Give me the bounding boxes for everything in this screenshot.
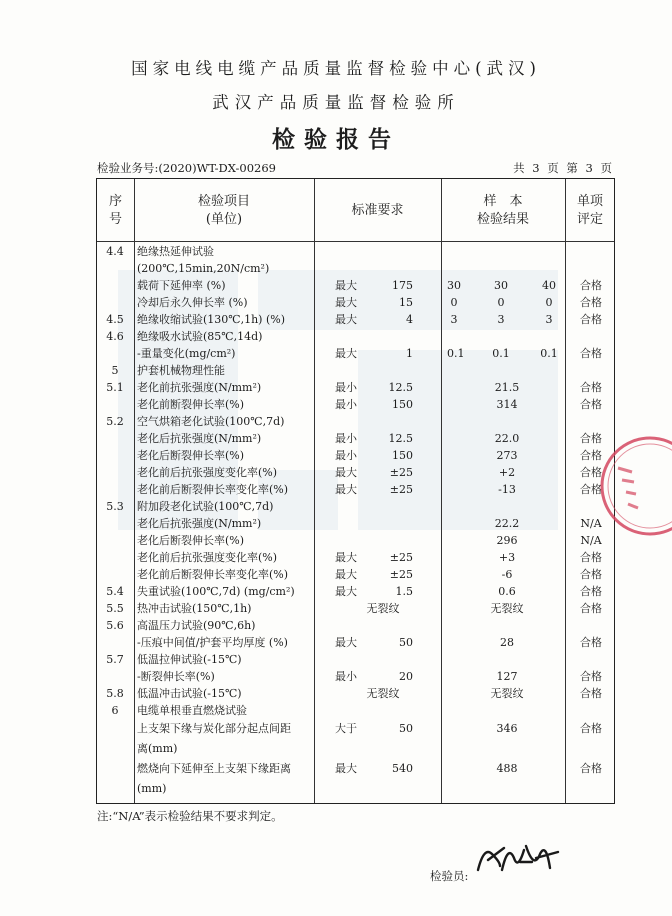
row-result: 314 bbox=[496, 398, 518, 411]
row-item: 老化前后断裂伸长率变化率(%) bbox=[137, 568, 289, 581]
row-item: 空气烘箱老化试验(100℃,7d) bbox=[137, 415, 285, 428]
row-item: 绝缘吸水试验(85℃,14d) bbox=[137, 330, 263, 343]
row-item: 低温冲击试验(-15℃) bbox=[137, 687, 242, 700]
row-evaluation: 合格 bbox=[580, 568, 602, 581]
table-row bbox=[97, 498, 614, 515]
row-req-qualifier: 最小 bbox=[335, 449, 357, 462]
row-no: 6 bbox=[111, 704, 119, 717]
institute-name: 武汉产品质量监督检验所 bbox=[212, 93, 460, 112]
row-req-value: ±25 bbox=[389, 551, 413, 564]
row-result: +2 bbox=[498, 466, 516, 479]
row-req-qualifier: 最小 bbox=[335, 432, 357, 445]
table-row bbox=[97, 583, 614, 600]
table-row bbox=[97, 617, 614, 634]
row-result-2: 0.1 bbox=[492, 347, 510, 360]
row-req-value: 1.5 bbox=[395, 585, 413, 598]
row-req-value: 540 bbox=[392, 762, 413, 775]
row-evaluation: 合格 bbox=[580, 279, 602, 292]
table-row bbox=[97, 634, 614, 651]
row-evaluation: 合格 bbox=[580, 381, 602, 394]
inspector-signature bbox=[474, 840, 560, 878]
row-req-qualifier: 最小 bbox=[335, 670, 357, 683]
table-row bbox=[97, 668, 614, 685]
row-req-value: 150 bbox=[392, 449, 413, 462]
header-requirement: 标准要求 bbox=[351, 202, 404, 218]
row-req-qualifier: 最大 bbox=[335, 313, 357, 326]
row-result: 22.0 bbox=[494, 432, 520, 445]
table-row bbox=[97, 413, 614, 430]
row-result: 127 bbox=[496, 670, 518, 683]
row-req-qualifier: 最大 bbox=[335, 466, 357, 479]
row-result-2: 0 bbox=[497, 296, 505, 309]
table-row bbox=[97, 345, 614, 362]
row-req-qualifier: 最大 bbox=[335, 551, 357, 564]
row-no: 5 bbox=[111, 364, 119, 377]
row-result-3: 0 bbox=[545, 296, 553, 309]
row-item: 绝缘收缩试验(130℃,1h) (%) bbox=[137, 313, 285, 326]
row-item: 失重试验(100℃,7d) (mg/cm²) bbox=[137, 585, 295, 598]
row-no: 5.2 bbox=[106, 415, 124, 428]
row-req-qualifier: 最大 bbox=[335, 636, 357, 649]
row-item: 载荷下延伸率 (%) bbox=[137, 279, 226, 292]
table-row bbox=[97, 277, 614, 294]
table-row bbox=[97, 532, 614, 549]
row-evaluation: 合格 bbox=[580, 398, 602, 411]
row-result: +3 bbox=[498, 551, 516, 564]
row-result: 无裂纹 bbox=[490, 602, 524, 615]
row-req-value: 175 bbox=[392, 279, 413, 292]
row-no: 5.5 bbox=[106, 602, 124, 615]
row-item: 低温拉伸试验(-15℃) bbox=[137, 653, 242, 666]
header-no: 序 号 bbox=[108, 193, 122, 227]
inspector-label: 检验员: bbox=[430, 869, 469, 883]
row-item: 电缆单根垂直燃烧试验 bbox=[137, 704, 247, 717]
row-no: 4.5 bbox=[106, 313, 124, 326]
row-req-qualifier: 最大 bbox=[335, 585, 357, 598]
row-item: 上支架下缘与炭化部分起点间距 bbox=[137, 722, 291, 735]
table-row bbox=[97, 651, 614, 668]
row-result-1: 0 bbox=[450, 296, 458, 309]
row-result: 28 bbox=[500, 636, 514, 649]
row-item: 热冲击试验(150℃,1h) bbox=[137, 602, 252, 615]
table-row bbox=[97, 328, 614, 345]
row-req-value: 15 bbox=[399, 296, 413, 309]
row-evaluation: 合格 bbox=[580, 296, 602, 309]
row-item: 离(mm) bbox=[137, 742, 178, 755]
row-req-value: ±25 bbox=[389, 483, 413, 496]
row-req-qualifier: 最大 bbox=[335, 296, 357, 309]
row-no: 4.4 bbox=[106, 245, 124, 258]
table-row bbox=[97, 779, 614, 799]
table-row bbox=[97, 379, 614, 396]
table-row bbox=[97, 396, 614, 413]
row-evaluation: 合格 bbox=[580, 551, 602, 564]
row-evaluation: 合格 bbox=[580, 466, 602, 479]
row-evaluation: 合格 bbox=[580, 602, 602, 615]
business-number: 检验业务号:(2020)WT-DX-00269 bbox=[97, 161, 276, 175]
row-result: 346 bbox=[496, 722, 518, 735]
row-evaluation: 合格 bbox=[580, 722, 602, 735]
table-body bbox=[97, 243, 614, 799]
row-no: 5.1 bbox=[106, 381, 124, 394]
row-requirement: 无裂纹 bbox=[366, 687, 400, 700]
row-no: 5.3 bbox=[106, 500, 124, 513]
table-row bbox=[97, 549, 614, 566]
row-item: 老化前后抗张强度变化率(%) bbox=[137, 551, 278, 564]
row-result-1: 0.1 bbox=[447, 347, 465, 360]
row-req-qualifier: 最大 bbox=[335, 762, 357, 775]
table-row bbox=[97, 719, 614, 739]
row-item: 绝缘热延伸试验 bbox=[137, 245, 214, 258]
row-result-3: 3 bbox=[545, 313, 553, 326]
row-item: -断裂伸长率(%) bbox=[137, 670, 215, 683]
row-result: -13 bbox=[498, 483, 516, 496]
row-evaluation: 合格 bbox=[580, 449, 602, 462]
row-evaluation: 合格 bbox=[580, 687, 602, 700]
row-item: 老化前断裂伸长率(%) bbox=[137, 398, 245, 411]
row-evaluation: N/A bbox=[580, 517, 602, 530]
row-no: 5.8 bbox=[106, 687, 124, 700]
row-req-value: 150 bbox=[392, 398, 413, 411]
row-evaluation: 合格 bbox=[580, 762, 602, 775]
row-item: 老化后断裂伸长率(%) bbox=[137, 449, 245, 462]
row-result: 0.6 bbox=[498, 585, 516, 598]
row-req-value: 12.5 bbox=[388, 432, 413, 445]
row-evaluation: 合格 bbox=[580, 585, 602, 598]
table-row bbox=[97, 464, 614, 481]
row-req-qualifier: 最小 bbox=[335, 398, 357, 411]
row-item: 高温压力试验(90℃,6h) bbox=[137, 619, 256, 632]
center-name: 国家电线电缆产品质量监督检验中心(武汉) bbox=[131, 59, 541, 78]
row-result-1: 30 bbox=[447, 279, 461, 292]
row-item: (200℃,15min,20N/cm²) bbox=[137, 262, 270, 275]
row-item: 老化前抗张强度(N/mm²) bbox=[137, 381, 262, 394]
row-result-1: 3 bbox=[450, 313, 458, 326]
row-evaluation: 合格 bbox=[580, 636, 602, 649]
table-row bbox=[97, 566, 614, 583]
row-req-value: 12.5 bbox=[388, 381, 413, 394]
row-item: 老化前后断裂伸长率变化率(%) bbox=[137, 483, 289, 496]
row-result-2: 3 bbox=[497, 313, 505, 326]
row-item: 冷却后永久伸长率 (%) bbox=[137, 296, 248, 309]
row-evaluation: 合格 bbox=[580, 313, 602, 326]
results-table bbox=[96, 178, 615, 804]
page-info: 共 3 页 第 3 页 bbox=[513, 161, 612, 175]
row-item: 护套机械物理性能 bbox=[137, 364, 225, 377]
table-row bbox=[97, 685, 614, 702]
row-result-2: 30 bbox=[494, 279, 508, 292]
row-no: 5.7 bbox=[106, 653, 124, 666]
row-req-qualifier: 最大 bbox=[335, 279, 357, 292]
header-evaluation: 单项 评定 bbox=[576, 193, 603, 227]
table-row bbox=[97, 430, 614, 447]
table-row bbox=[97, 362, 614, 379]
table-row bbox=[97, 260, 614, 277]
table-row bbox=[97, 759, 614, 779]
row-no: 4.6 bbox=[106, 330, 124, 343]
row-evaluation: 合格 bbox=[580, 432, 602, 445]
table-row bbox=[97, 243, 614, 260]
row-req-qualifier: 最小 bbox=[335, 381, 357, 394]
row-item: 老化前后抗张强度变化率(%) bbox=[137, 466, 278, 479]
row-evaluation: 合格 bbox=[580, 670, 602, 683]
row-req-qualifier: 最大 bbox=[335, 568, 357, 581]
row-item: 老化后断裂伸长率(%) bbox=[137, 534, 245, 547]
row-item: 附加段老化试验(100℃,7d) bbox=[137, 500, 274, 513]
row-req-value: 4 bbox=[406, 313, 413, 326]
row-result: 无裂纹 bbox=[490, 687, 524, 700]
row-req-value: 1 bbox=[406, 347, 413, 360]
row-item: 老化后抗张强度(N/mm²) bbox=[137, 517, 262, 530]
official-seal bbox=[588, 432, 672, 540]
row-req-value: ±25 bbox=[389, 466, 413, 479]
row-result: 488 bbox=[496, 762, 518, 775]
report-title: 检验报告 bbox=[272, 126, 400, 153]
row-item: -压痕中间值/护套平均厚度 (%) bbox=[137, 636, 288, 649]
row-req-qualifier: 大于 bbox=[335, 722, 357, 735]
row-result: 21.5 bbox=[494, 381, 520, 394]
table-row bbox=[97, 447, 614, 464]
row-evaluation: N/A bbox=[580, 534, 602, 547]
footnote: 注:“N/A”表示检验结果不要求判定。 bbox=[97, 809, 283, 823]
row-req-value: ±25 bbox=[389, 568, 413, 581]
row-result: 296 bbox=[496, 534, 518, 547]
row-result: 273 bbox=[496, 449, 518, 462]
row-requirement: 无裂纹 bbox=[366, 602, 400, 615]
table-row bbox=[97, 739, 614, 759]
row-req-value: 20 bbox=[399, 670, 413, 683]
row-item: 燃烧向下延伸至上支架下缘距离 bbox=[137, 762, 291, 775]
row-result: -6 bbox=[501, 568, 513, 581]
table-row bbox=[97, 311, 614, 328]
table-row bbox=[97, 481, 614, 498]
row-no: 5.4 bbox=[106, 585, 124, 598]
table-row bbox=[97, 515, 614, 532]
row-no: 5.6 bbox=[106, 619, 124, 632]
row-item: 老化后抗张强度(N/mm²) bbox=[137, 432, 262, 445]
row-req-value: 50 bbox=[399, 636, 413, 649]
header-result: 样 本 检验结果 bbox=[476, 193, 529, 227]
table-row bbox=[97, 702, 614, 719]
row-item: -重量变化(mg/cm²) bbox=[137, 347, 236, 360]
row-req-value: 50 bbox=[399, 722, 413, 735]
row-result-3: 0.1 bbox=[540, 347, 558, 360]
table-row bbox=[97, 294, 614, 311]
row-req-qualifier: 最大 bbox=[335, 347, 357, 360]
table-row bbox=[97, 600, 614, 617]
row-result: 22.2 bbox=[494, 517, 520, 530]
row-req-qualifier: 最大 bbox=[335, 483, 357, 496]
row-evaluation: 合格 bbox=[580, 483, 602, 496]
header-item: 检验项目 (单位) bbox=[197, 193, 250, 227]
row-evaluation: 合格 bbox=[580, 347, 602, 360]
row-result-3: 40 bbox=[542, 279, 556, 292]
row-item: (mm) bbox=[137, 782, 167, 795]
